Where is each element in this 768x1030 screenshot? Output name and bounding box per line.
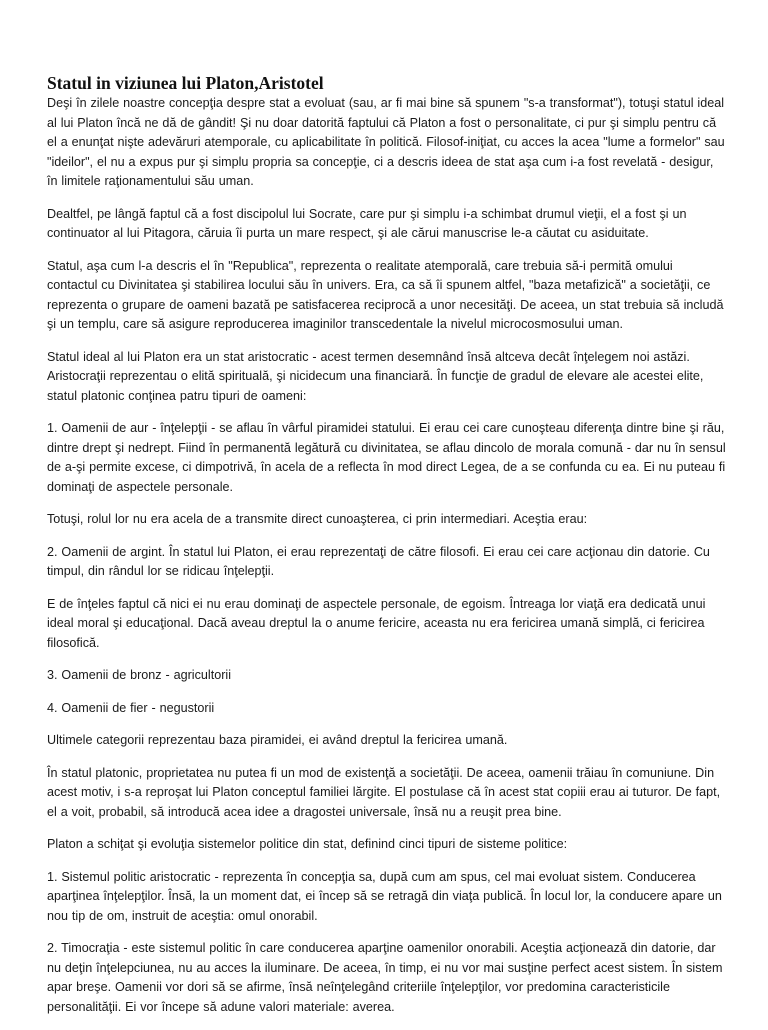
paragraph-fericire-filosofica: E de înţeles faptul că nici ei nu erau dominaţi de aspectele personale, de egoism. Întreaga lor viaţă era dedicată unui ideal moral şi educaţional. Dacă aveau dreptul la o anume fericire, aceasta nu era fericirea umană simplă, ci fericirea filosofică. <box>47 596 706 650</box>
paragraph-oamenii-de-bronz: 3. Oamenii de bronz - agricultorii <box>47 668 231 682</box>
document-title: Statul in viziunea lui Platon,Aristotel <box>47 73 324 93</box>
paragraph-oamenii-de-fier: 4. Oamenii de fier - negustorii <box>47 700 215 715</box>
paragraph-intermediari: Totuşi, rolul lor nu era acela de a transmite direct cunoaşterea, ci prin intermediari. Aceştia erau: <box>47 512 588 526</box>
paragraph-baza-piramidei: Ultimele categorii reprezentau baza piramidei, ei având dreptul la fericirea umană. <box>47 733 508 747</box>
paragraph-oamenii-de-argint: 2. Oamenii de argint. În statul lui Platon, ei erau reprezentaţi de către filosofi. Ei erau cei care acţionau din datorie. Cu timpul, din rândul lor se ridicau înţelepţii. <box>47 544 710 578</box>
paragraph-timocratia: 2. Timocraţia - este sistemul politic în care conducerea aparţine oamenilor onorabili. Aceştia acţionează din datorie, dar nu deţin înţelepciunea, nu au acces la iluminare. De aceea, în timp, ei nu vor mai susţine perfect acest sistem. În sistem apar breşe. Oamenii vor dori să se afirme, însă neînţelegând criteriile înţelepţilor, vor predomina caracteristicile personalităţii. Ei vor începe să adune valori materiale: averea. <box>47 941 723 1014</box>
paragraph-oamenii-de-aur: 1. Oamenii de aur - înţelepţii - se aflau în vârful piramidei statului. Ei erau cei care cunoşteau diferenţa dintre bine şi rău, dintre drept şi nedrept. Fiind în permanentă legătură cu divinitatea, se aflau dincolo de morala comună - dar nu în sensul de a-şi permite excese, ci dimpotrivă, în acela de a reflecta în mod direct Legea, de a se confunda cu ea. Ei nu puteau fi dominaţi de aspectele personale. <box>47 421 726 494</box>
paragraph-sistem-aristocratic: 1. Sistemul politic aristocratic - reprezenta în concepţia sa, după cum am spus, cel mai evoluat sistem. Conducerea aparţinea înţelepţilor. Însă, la un moment dat, ei încep să se retragă din viaţa publică. În locul lor, la conducere apare un nou tip de om, instruit de aceştia: omul onorabil. <box>47 869 722 923</box>
paragraph-socrate-pitagora: Dealtfel, pe lângă faptul că a fost discipolul lui Socrate, care pur şi simplu i-a schimbat drumul vieţii, el a fost şi un continuator al lui Pitagora, căruia îi purta un mare respect, şi ale cărui manuscrise le-a căutat cu asiduitate. <box>47 206 687 240</box>
paragraph-sisteme-politice: Platon a schiţat şi evoluţia sistemelor politice din stat, definind cinci tipuri de sisteme politice: <box>47 837 568 851</box>
document-page <box>47 72 727 1030</box>
paragraph-republica: Statul, aşa cum l-a descris el în "Republica", reprezenta o realitate atemporală, care trebuia să-i permită omului contactul cu Divinitatea şi stabilirea locului său în univers. Era, ca să îi spunem altfel, "baza metafizică" a societăţii, ce reprezenta o grupare de oameni bazată pe satisfacerea reciprocă a unor necesităţi. De aceea, un stat trebuia să includă şi un templu, care să asigure reproducerea imaginilor transcedentale la nivelul microcosmosului uman. <box>47 258 724 331</box>
paragraph-stat-aristocratic: Statul ideal al lui Platon era un stat aristocratic - acest termen desemnând însă altceva decât înţelegem noi astăzi. Aristocraţii reprezentau o elită spirituală, şi nicidecum una financiară. În funcţie de gradul de elevare ale acestei elite, statul platonic conţinea patru tipuri de oameni: <box>47 349 704 403</box>
paragraph-intro: Deşi în zilele noastre concepţia despre stat a evoluat (sau, ar fi mai bine să spunem "s-a transformat"), totuşi statul ideal al lui Platon încă ne dă de gândit! Şi nu doar datorită faptului că Platon a fost o personalitate, ci pur şi simplu pentru că el a enunţat nişte adevăruri atemporale, cu aplicabilitate în politică. Filosof-iniţiat, cu acces la acea "lume a formelor" sau "ideilor", el nu a expus pur şi simplu propria sa concepţie, ci a descris ideea de stat aşa cum i-a fost revelată - desigur, în limitele raţionamentului său uman. <box>47 96 725 188</box>
paragraph-proprietate: În statul platonic, proprietatea nu putea fi un mod de existenţă a societăţii. De aceea, oamenii trăiau în comuniune. Din acest motiv, i s-a reproşat lui Platon conceptul familiei lărgite. El postulase că în acest stat copiii erau ai tuturor. De fapt, el a voit, probabil, să introducă acea idee a dragostei universale, însă nu a reuşit prea bine. <box>47 765 721 819</box>
